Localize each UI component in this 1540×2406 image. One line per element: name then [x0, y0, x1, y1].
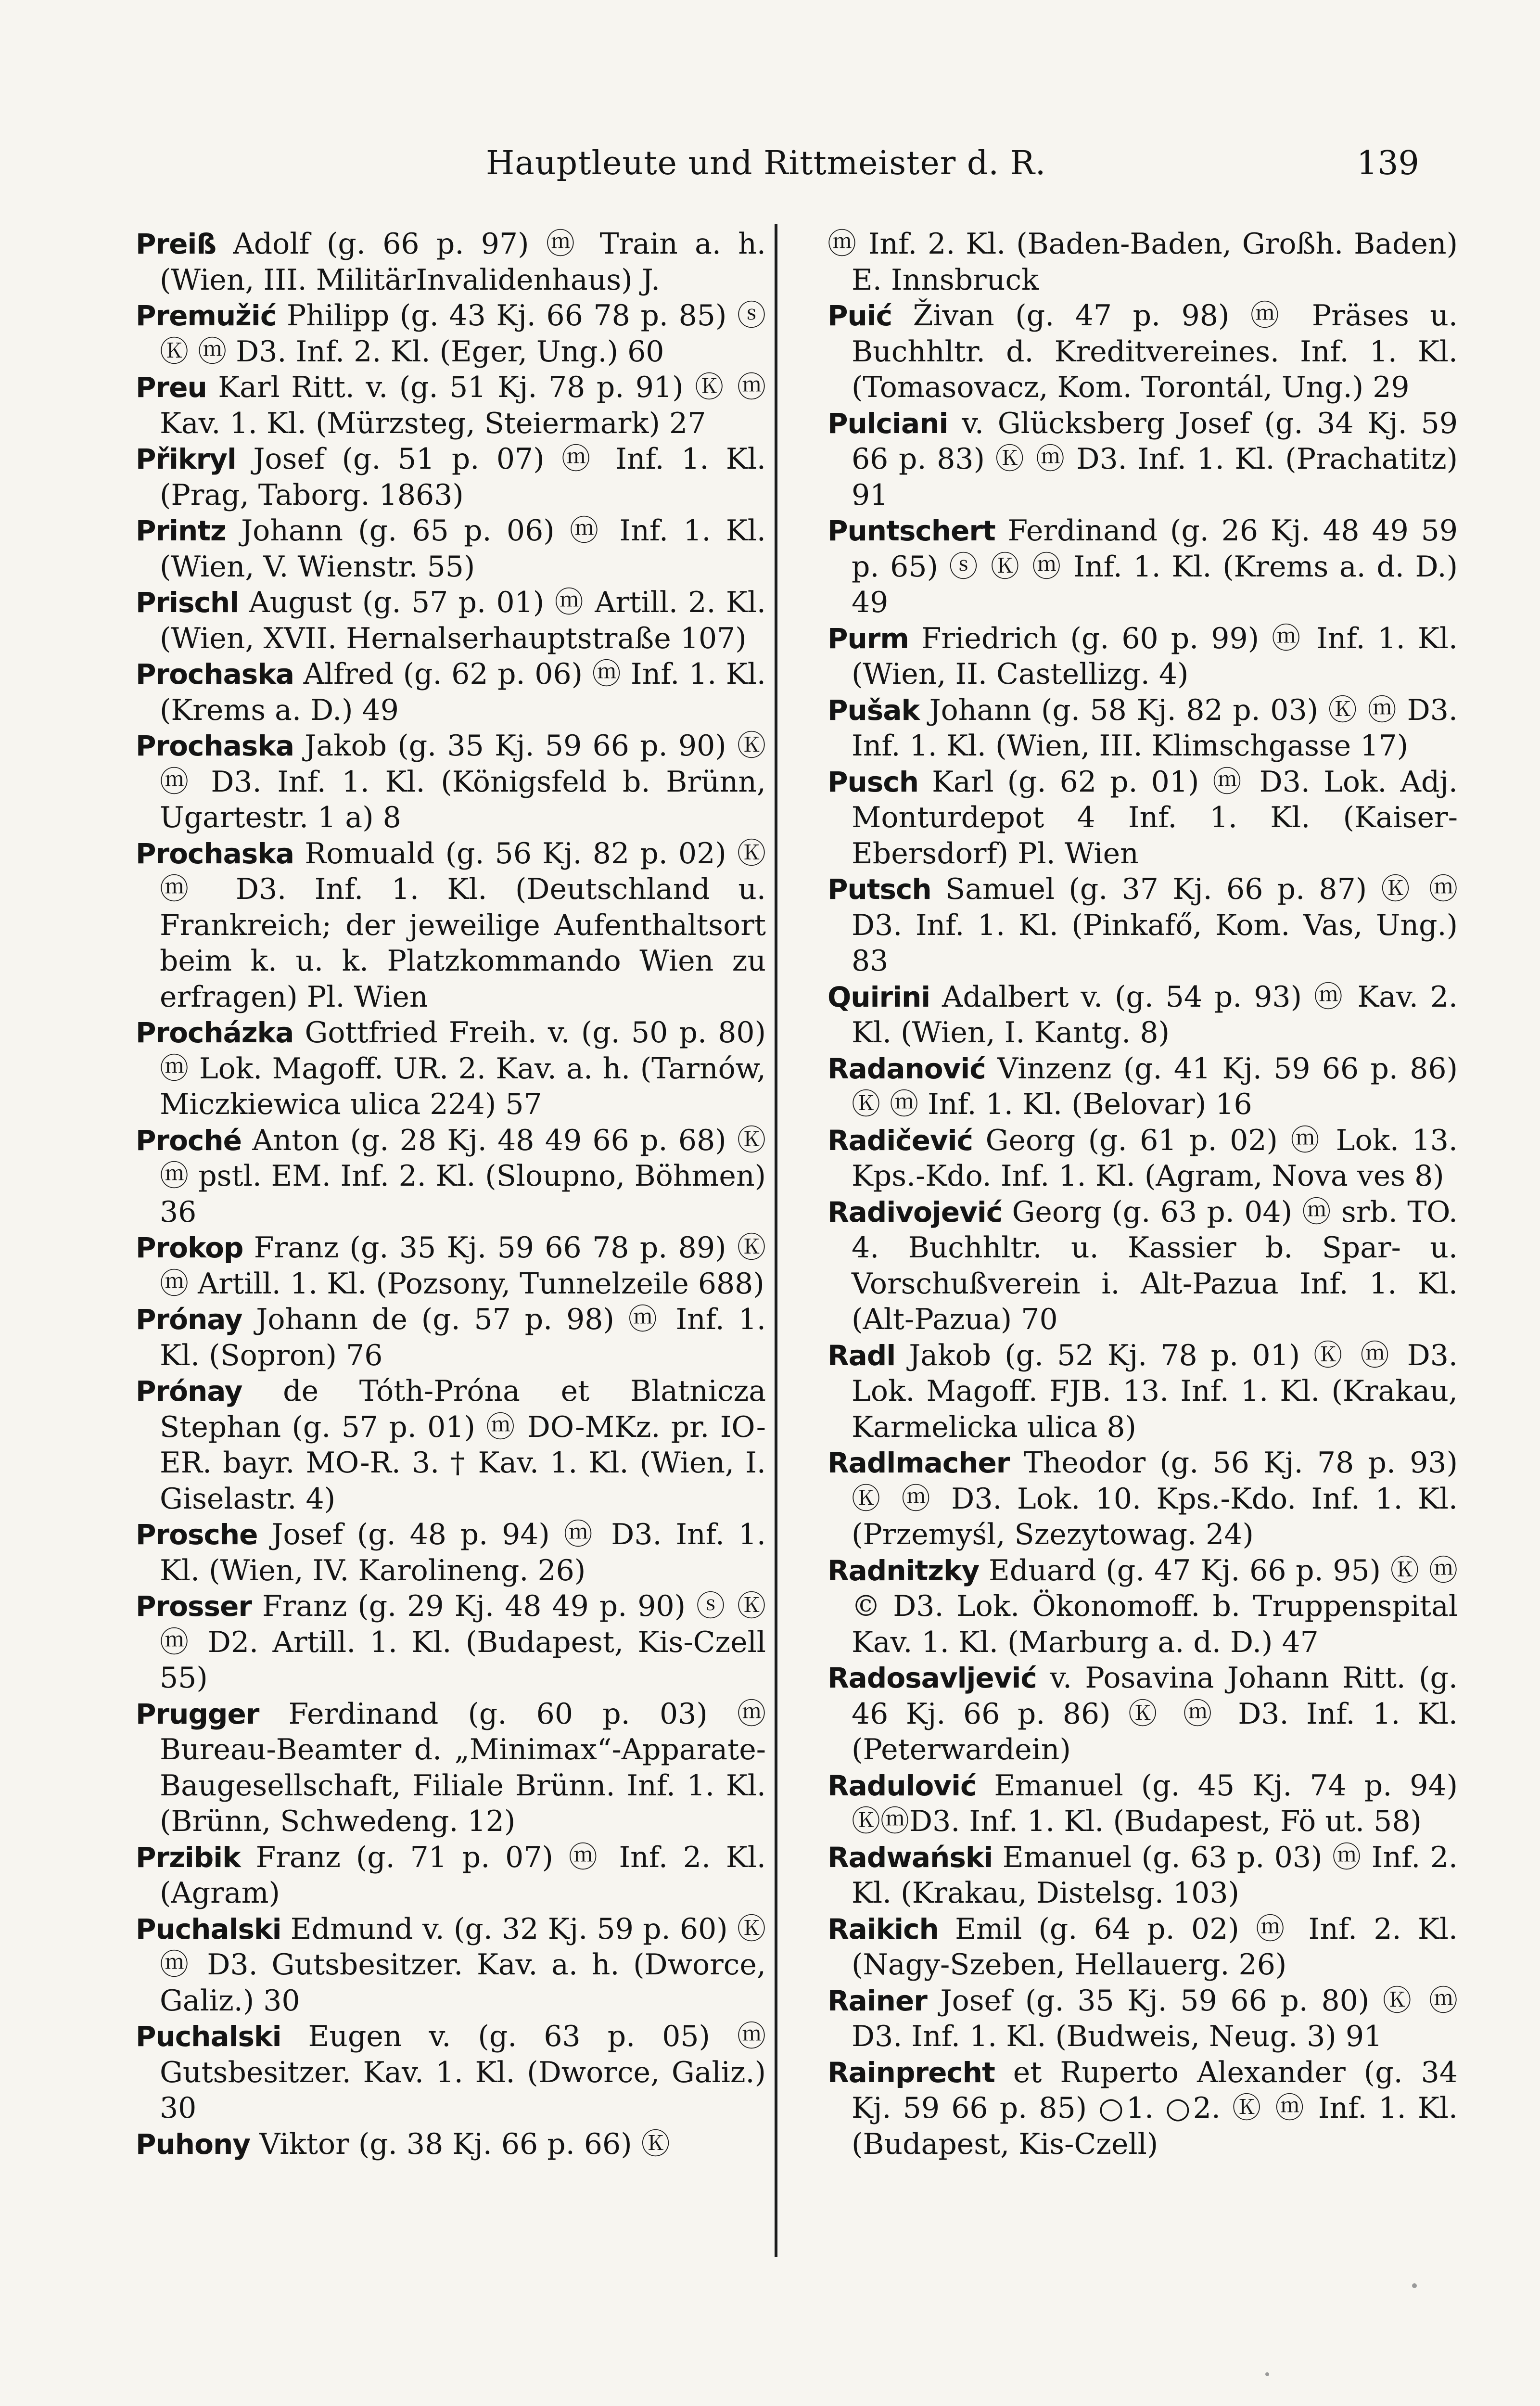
directory-entry [136, 1230, 766, 1302]
entry-details: Franz (g. 71 p. 07) ⓜ Inf. 2. Kl. (Agram) [160, 1840, 766, 1910]
entry-surname: Radlmacher [827, 1446, 1010, 1479]
entry-surname: Puchalski [136, 2020, 281, 2053]
entry-details: Alfred (g. 62 p. 06) ⓜ Inf. 1. Kl. (Krems a. D.) 49 [160, 657, 766, 727]
directory-entry [827, 1123, 1458, 1194]
directory-entry [136, 1123, 766, 1230]
directory-entry [136, 2019, 766, 2126]
entry-details: Edmund v. (g. 32 Kj. 59 p. 60) Ⓚ ⓜ D3. Gutsbesitzer. Kav. a. h. (Dworce, Galiz.) 30 [160, 1912, 766, 2018]
entry-surname: Prochaska [136, 729, 294, 762]
entry-surname: Puhony [136, 2127, 251, 2161]
column-divider [775, 224, 777, 2257]
directory-entry [136, 1840, 766, 1911]
entry-surname: Radulović [827, 1769, 977, 1802]
entry-details: v. Posavina Johann Ritt. (g. 46 Kj. 66 p. 86) Ⓚ ⓜ D3. Inf. 1. Kl. (Peterwardein) [852, 1661, 1458, 1766]
entry-details: Franz (g. 35 Kj. 59 66 78 p. 89) Ⓚ ⓜ Artill. 1. Kl. (Pozsony, Tunnelzeile 688) [160, 1231, 766, 1301]
entry-details: Emil (g. 64 p. 02) ⓜ Inf. 2. Kl. (Nagy-Szeben, Hellauerg. 26) [852, 1912, 1458, 1982]
entry-surname: Premužić [136, 299, 277, 332]
entry-details: Vinzenz (g. 41 Kj. 59 66 p. 86) Ⓚ ⓜ Inf. 1. Kl. (Belovar) 16 [852, 1051, 1458, 1121]
entry-details: v. Glücksberg Josef (g. 34 Kj. 59 66 p. 83) Ⓚ ⓜ D3. Inf. 1. Kl. (Prachatitz) 91 [852, 406, 1458, 512]
directory-entry [136, 836, 766, 1015]
entry-surname: Radwański [827, 1841, 993, 1874]
entry-surname: Przibik [136, 1841, 241, 1874]
entry-surname: Puić [827, 299, 892, 332]
entry-surname: Prischl [136, 586, 239, 619]
entry-details: Gottfried Freih. v. (g. 50 p. 80) ⓜ Lok. Magoff. UR. 2. Kav. a. h. (Tarnów, Miczkiewica ulica 224) 57 [160, 1016, 766, 1121]
entry-surname: Procházka [136, 1016, 294, 1049]
entry-details: de Tóth-Próna et Blatnicza Stephan (g. 57 p. 01) ⓜ DO-MKz. pr. IO-ER. bayr. MO-R. 3. † Kav. 1. Kl. (Wien, I. Giselastr. 4) [160, 1374, 766, 1516]
directory-entry [827, 1768, 1458, 1840]
entry-details: Eduard (g. 47 Kj. 66 p. 95) Ⓚ ⓜ © D3. Lok. Ökonomoff. b. Truppenspital Kav. 1. Kl. (Marburg a. d. D.) 47 [852, 1553, 1458, 1659]
entry-surname: Rainer [827, 1984, 927, 2017]
right-column [827, 226, 1458, 2295]
directory-entry [136, 513, 766, 585]
entry-surname: Prugger [136, 1697, 259, 1730]
paper-speck [1412, 2283, 1417, 2288]
entry-surname: Raikich [827, 1912, 939, 1945]
directory-entry [827, 692, 1458, 764]
entry-surname: Prónay [136, 1303, 242, 1336]
directory-entry [136, 298, 766, 370]
entry-surname: Přikryl [136, 443, 236, 475]
entry-details: August (g. 57 p. 01) ⓜ Artill. 2. Kl. (Wien, XVII. Hernalserhauptstraße 107) [160, 586, 766, 655]
directory-entry [136, 1302, 766, 1373]
entry-details: Adolf (g. 66 p. 97) ⓜ Train a. h. (Wien, III. MilitärInvalidenhaus) J. [160, 227, 766, 297]
directory-entry [827, 764, 1458, 872]
directory-entry [827, 1660, 1458, 1768]
entry-details: Theodor (g. 56 Kj. 78 p. 93) Ⓚ ⓜ D3. Lok. 10. Kps.-Kdo. Inf. 1. Kl. (Przemyśl, Szezytowag. 24) [852, 1446, 1458, 1551]
entry-details: Ferdinand (g. 26 Kj. 48 49 59 p. 65) ⓢ Ⓚ ⓜ Inf. 1. Kl. (Krems a. d. D.) 49 [852, 514, 1458, 619]
entry-surname: Pusch [827, 765, 918, 798]
page-header [0, 144, 1540, 197]
entry-details: Karl (g. 62 p. 01) ⓜ D3. Lok. Adj. Monturdepot 4 Inf. 1. Kl. (Kaiser-Ebersdorf) Pl. Wien [852, 765, 1458, 870]
entry-surname: Quirini [827, 980, 930, 1013]
directory-entry [827, 1445, 1458, 1553]
entry-surname: Prosche [136, 1518, 258, 1551]
directory-entry [827, 406, 1458, 513]
directory-entry [827, 2055, 1458, 2163]
directory-entry [136, 1015, 766, 1123]
directory-entry [136, 226, 766, 298]
entry-surname: Rainprecht [827, 2056, 995, 2089]
entry-surname: Preu [136, 371, 207, 404]
entry-surname: Radl [827, 1339, 896, 1372]
directory-entry [136, 656, 766, 728]
entry-details: Anton (g. 28 Kj. 48 49 66 p. 68) Ⓚ ⓜ pstl. EM. Inf. 2. Kl. (Sloupno, Böhmen) 36 [160, 1123, 766, 1229]
entry-details: Friedrich (g. 60 p. 99) ⓜ Inf. 1. Kl. (Wien, II. Castellizg. 4) [852, 621, 1458, 691]
directory-entry [136, 585, 766, 656]
directory-entry [827, 621, 1458, 692]
entry-surname: Prónay [136, 1375, 242, 1408]
entry-details: Samuel (g. 37 Kj. 66 p. 87) Ⓚ ⓜ D3. Inf. 1. Kl. (Pinkafő, Kom. Vas, Ung.) 83 [852, 872, 1458, 978]
entry-details: Ferdinand (g. 60 p. 03) ⓜ Bureau-Beamter d. „Minimax“-Apparate-Baugesellschaft, Filiale Brünn. Inf. 1. Kl. (Brünn, Schwedeng. 12) [160, 1697, 766, 1838]
directory-entry [136, 1911, 766, 2019]
entry-details: ⓜ Inf. 2. Kl. (Baden-Baden, Großh. Baden) E. Innsbruck [827, 227, 1458, 297]
directory-entry [136, 2126, 766, 2163]
entry-surname: Prochaska [136, 837, 294, 870]
entry-details: Josef (g. 51 p. 07) ⓜ Inf. 1. Kl. (Prag, Taborg. 1863) [160, 442, 766, 512]
running-head: Hauptleute und Rittmeister d. R. [486, 144, 1046, 182]
entry-surname: Pušak [827, 693, 920, 727]
entry-details: Eugen v. (g. 63 p. 05) ⓜ Gutsbesitzer. Kav. 1. Kl. (Dworce, Galiz.) 30 [160, 2020, 766, 2125]
entry-details: Romuald (g. 56 Kj. 82 p. 02) Ⓚ ⓜ D3. Inf. 1. Kl. (Deutschland u. Frankreich; der jeweilige Aufenthaltsort beim k. u. k. Platzkommando Wien zu erfragen) Pl. Wien [160, 836, 766, 1014]
directory-entry [827, 1840, 1458, 1911]
entry-details: Georg (g. 61 p. 02) ⓜ Lok. 13. Kps.-Kdo. Inf. 1. Kl. (Agram, Nova ves 8) [852, 1123, 1458, 1193]
entry-details: Philipp (g. 43 Kj. 66 78 p. 85) ⓢ Ⓚ ⓜ D3. Inf. 2. Kl. (Eger, Ung.) 60 [160, 299, 766, 369]
directory-entry [827, 513, 1458, 621]
entry-surname: Radnitzky [827, 1554, 980, 1587]
entry-surname: Radičević [827, 1124, 973, 1157]
entry-details: Jakob (g. 52 Kj. 78 p. 01) Ⓚ ⓜ D3. Lok. Magoff. FJB. 13. Inf. 1. Kl. (Krakau, Karmelicka ulica 8) [852, 1338, 1458, 1444]
directory-entry [827, 1338, 1458, 1446]
directory-entry [136, 1588, 766, 1696]
entry-surname: Pulciani [827, 407, 948, 440]
directory-entry [136, 1517, 766, 1588]
entry-surname: Purm [827, 622, 909, 655]
entry-details: Živan (g. 47 p. 98) ⓜ Präses u. Buchhltr. d. Kreditvereines. Inf. 1. Kl. (Tomasovacz, Kom. Torontál, Ung.) 29 [852, 299, 1458, 404]
directory-entry [827, 1553, 1458, 1661]
directory-entry [136, 1373, 766, 1517]
entry-details: Josef (g. 48 p. 94) ⓜ D3. Inf. 1. Kl. (Wien, IV. Karolineng. 26) [160, 1518, 766, 1587]
entry-details: Jakob (g. 35 Kj. 59 66 p. 90) Ⓚ ⓜ D3. Inf. 1. Kl. (Königsfeld b. Brünn, Ugartestr. 1 a) 8 [160, 729, 766, 834]
directory-entry [136, 1696, 766, 1840]
directory-entry [827, 871, 1458, 979]
entry-details: Karl Ritt. v. (g. 51 Kj. 78 p. 91) Ⓚ ⓜ Kav. 1. Kl. (Mürzsteg, Steiermark) 27 [160, 371, 766, 440]
entry-details: Georg (g. 63 p. 04) ⓜ srb. TO. 4. Buchhltr. u. Kassier b. Spar- u. Vorschußverein i. Alt-Pazua Inf. 1. Kl. (Alt-Pazua) 70 [852, 1195, 1458, 1336]
directory-entry [136, 370, 766, 441]
entry-details: et Ruperto Alexander (g. 34 Kj. 59 66 p. 85) ○1. ○2. Ⓚ ⓜ Inf. 1. Kl. (Budapest, Kis-Czell) [852, 2055, 1458, 2161]
directory-entry [827, 226, 1458, 298]
left-column [136, 226, 766, 2295]
directory-entry [827, 1051, 1458, 1123]
directory-entry [827, 1194, 1458, 1338]
entry-surname: Prosser [136, 1590, 252, 1623]
entry-details: Emanuel (g. 45 Kj. 74 p. 94) ⓀⓜD3. Inf. 1. Kl. (Budapest, Fö ut. 58) [852, 1768, 1458, 1838]
entry-details: Emanuel (g. 63 p. 03) ⓜ Inf. 2. Kl. (Krakau, Distelsg. 103) [852, 1840, 1458, 1910]
entry-details: Johann de (g. 57 p. 98) ⓜ Inf. 1. Kl. (Sopron) 76 [160, 1303, 766, 1372]
directory-entry [136, 728, 766, 836]
entry-surname: Puchalski [136, 1912, 281, 1945]
directory-entry [827, 1911, 1458, 1983]
directory-entry [827, 979, 1458, 1051]
entry-surname: Radosavljević [827, 1662, 1037, 1694]
entry-surname: Putsch [827, 873, 931, 906]
entry-details: Viktor (g. 38 Kj. 66 p. 66) Ⓚ [250, 2127, 670, 2161]
entry-details: Josef (g. 35 Kj. 59 66 p. 80) Ⓚ ⓜ D3. Inf. 1. Kl. (Budweis, Neug. 3) 91 [852, 1984, 1458, 2053]
entry-details: Johann (g. 65 p. 06) ⓜ Inf. 1. Kl. (Wien, V. Wienstr. 55) [160, 514, 766, 584]
entry-surname: Puntschert [827, 514, 995, 547]
entry-surname: Prochaska [136, 658, 294, 691]
paper-speck [1265, 2372, 1269, 2376]
entry-surname: Printz [136, 514, 226, 547]
entry-details: Johann (g. 58 Kj. 82 p. 03) Ⓚ ⓜ D3. Inf. 1. Kl. (Wien, III. Klimschgasse 17) [852, 693, 1458, 763]
directory-entry [136, 441, 766, 513]
entry-surname: Radivojević [827, 1195, 1003, 1229]
entry-surname: Preiß [136, 228, 216, 260]
entry-details: Adalbert v. (g. 54 p. 93) ⓜ Kav. 2. Kl. (Wien, I. Kantg. 8) [852, 980, 1458, 1049]
directory-entry [827, 298, 1458, 406]
page-number: 139 [1357, 144, 1419, 182]
entry-surname: Proché [136, 1124, 242, 1157]
entry-surname: Radanović [827, 1052, 986, 1085]
entry-details: Franz (g. 29 Kj. 48 49 p. 90) ⓢ Ⓚ ⓜ D2. Artill. 1. Kl. (Budapest, Kis-Czell 55) [160, 1589, 766, 1695]
entry-surname: Prokop [136, 1231, 243, 1264]
directory-entry [827, 1983, 1458, 2055]
